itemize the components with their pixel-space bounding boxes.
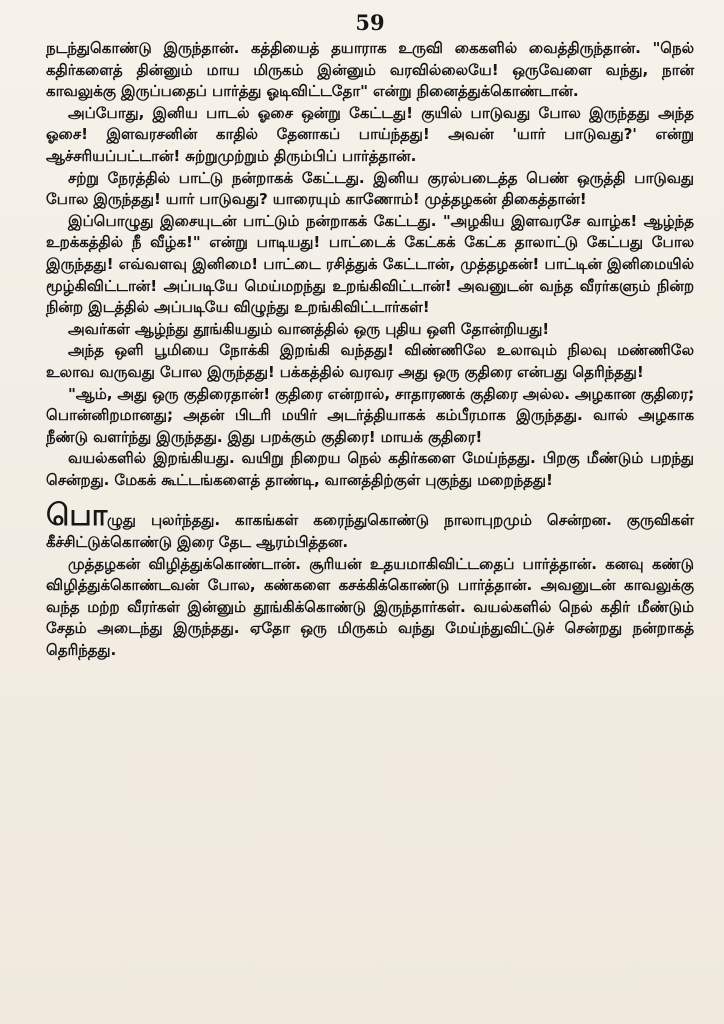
- paragraph-1: நடந்துகொண்டு இருந்தான். கத்தியைத் தயாராக உருவி கைகளில் வைத்திருந்தான். "நெல் கதிர்களைத் தின்னும் மாய மிருகம் இன்னும் வரவில்லையே! ஒருவேளை வந்து, நான் காவலுக்கு இருப்பதைப் பார்த்து ஓடிவிட்டதோ" என்று நினைத்துக்கொண்டான்.: [46, 39, 694, 101]
- paragraph-5: அவர்கள் ஆழ்ந்து தூங்கியதும் வானத்தில் ஒரு புதிய ஒளி தோன்றியது!: [68, 319, 550, 338]
- paragraph-6: அந்த ஒளி பூமியை நோக்கி இறங்கி வந்தது! விண்ணிலே உலாவும் நிலவு மண்ணிலே உலாவ வருவது போல இருந்தது! பக்கத்தில் வரவர அது ஒரு குதிரை என்பது தெரிந்தது!: [46, 341, 694, 381]
- drop-word: பொ: [46, 498, 107, 534]
- section-two-opening-paragraph: [46, 498, 694, 553]
- paragraph-8: வயல்களில் இறங்கியது. வயிறு நிறைய நெல் கதிர்களை மேய்ந்தது. பிறகு மீண்டும் பறந்து சென்றது. மேகக் கூட்டங்களைத் தாண்டி, வானத்திற்குள் புகுந்து மறைந்தது!: [46, 449, 694, 489]
- paragraph-7: "ஆம், அது ஒரு குதிரைதான்! குதிரை என்றால், சாதாரணக் குதிரை அல்ல. அழகான குதிரை; பொன்னிறமானது; அதன் பிடரி மயிர் அடர்த்தியாகக் கம்பீரமாக இருந்தது. வால் அழகாக நீண்டு வளர்ந்து இருந்தது. இது பறக்கும் குதிரை! மாயக் குதிரை!: [46, 384, 694, 446]
- paragraph-2: அப்போது, இனிய பாடல் ஓசை ஒன்று கேட்டது! குயில் பாடுவது போல இருந்தது அந்த ஓசை! இளவரசனின் காதில் தேனாகப் பாய்ந்தது! அவன் 'யார் பாடுவது?' என்று ஆச்சரியப்பட்டான்! சுற்றுமுற்றும் திரும்பிப் பார்த்தான்.: [46, 103, 694, 165]
- section-gap: [46, 491, 694, 503]
- section-two-opening-text: ழுது புலர்ந்தது. காகங்கள் கரைந்துகொண்டு நாலாபுறமும் சென்றன. குருவிகள் கீச்சிட்டுக்கொண்டு இரை தேட ஆரம்பித்தன.: [46, 511, 694, 552]
- page-number: 59: [355, 10, 385, 35]
- section-two-paragraph: முத்தழகன் விழித்துக்கொண்டான். சூரியன் உதயமாகிவிட்டதைப் பார்த்தான். கனவு கண்டு விழித்துக்கொண்டவன் போல, கண்களை கசக்கிக்கொண்டு பார்த்தான். அவனுடன் காவலுக்கு வந்த மற்ற வீரர்கள் இன்னும் தூங்கிக்கொண்டு இருந்தார்கள். வயல்களில் நெல் கதிர் மீண்டும் சேதம் அடைந்து இருந்தது. ஏதோ ஒரு மிருகம் வந்து மேய்ந்துவிட்டுச் சென்றது நன்றாகத் தெரிந்தது.: [46, 554, 694, 660]
- paragraph-4: இப்பொழுது இசையுடன் பாட்டும் நன்றாகக் கேட்டது. "அழகிய இளவரசே வாழ்க! ஆழ்ந்த உறக்கத்தில் நீ வீழ்க!" என்று பாடியது! பாட்டைக் கேட்கக் கேட்க தாலாட்டு கேட்பது போல இருந்தது! எவ்வளவு இனிமை! பாட்டை ரசித்துக் கேட்டான், முத்தழகன்! பாட்டின் இனிமையில் மூழ்கிவிட்டான்! அப்படியே மெய்மறந்து உறங்கிவிட்டான்! அவனுடன் வந்த வீரர்களும் நின்ற நின்ற இடத்தில் அப்படியே விழுந்து உறங்கிவிட்டார்கள்!: [46, 211, 694, 317]
- paragraph-3: சற்று நேரத்தில் பாட்டு நன்றாகக் கேட்டது. இனிய குரல்படைத்த பெண் ஒருத்தி பாடுவது போல இருந்தது! யார் பாடுவது? யாரையும் காணோம்! முத்தழகன் திகைத்தான்!: [46, 168, 694, 209]
